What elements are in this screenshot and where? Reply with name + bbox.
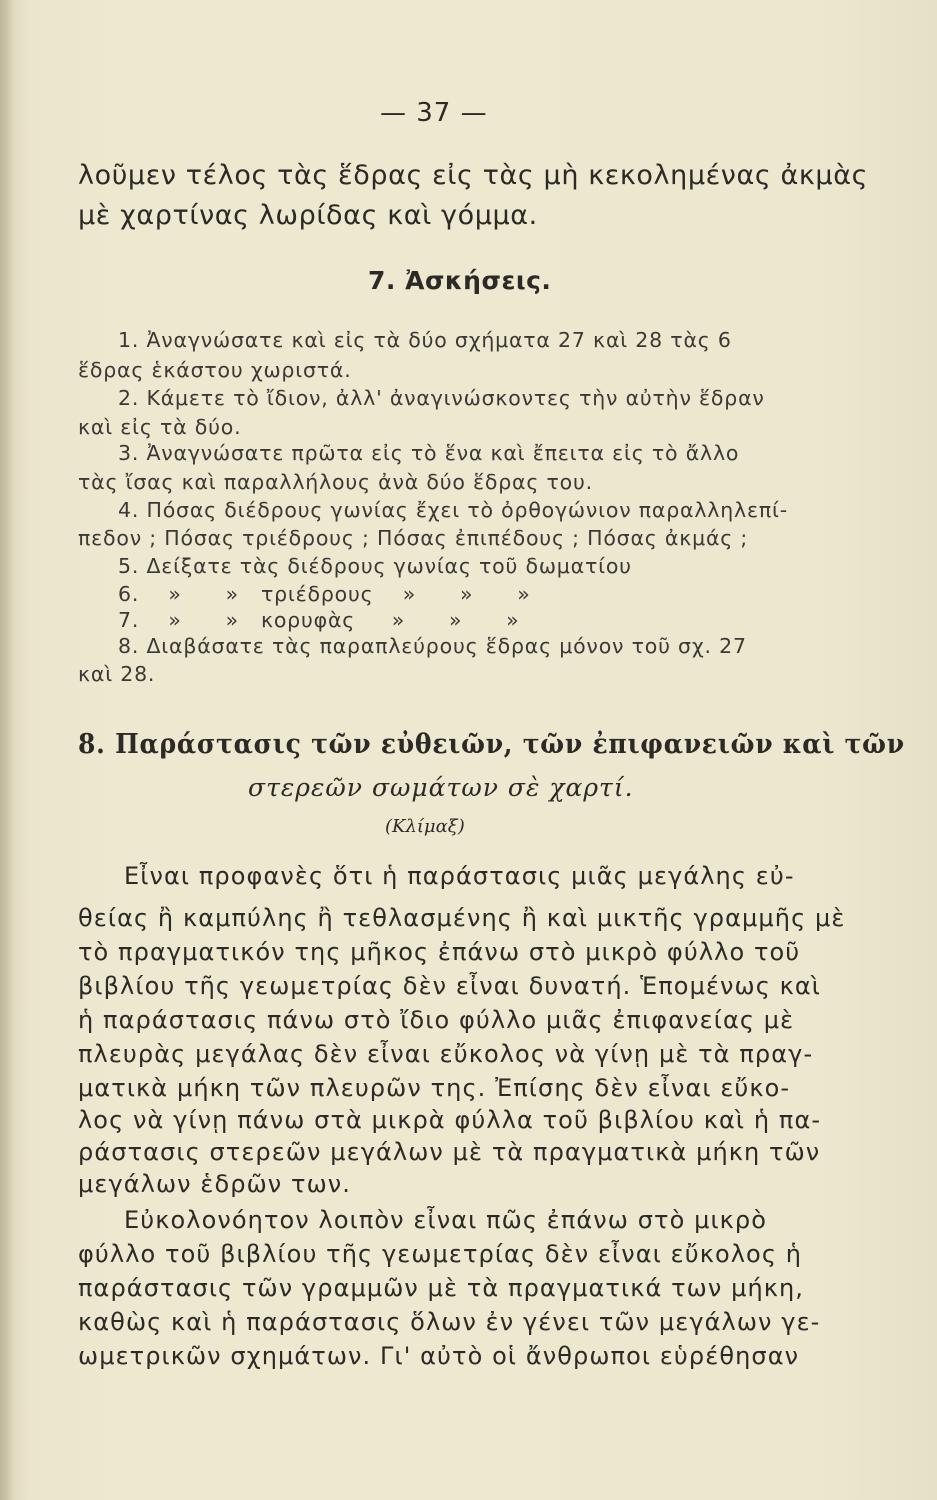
paragraph-line: φύλλο τοῦ βιβλίου τῆς γεωμετρίας δὲν εἶναι εὔκολος ἡ	[78, 1240, 803, 1268]
exercise-line: 6. » » τριέδρους » » »	[118, 582, 531, 606]
paragraph-line: πλευρὰς μεγάλας δὲν εἶναι εὔκολος νὰ γίνῃ μὲ τὰ πραγ-	[78, 1040, 814, 1068]
exercise-line: 2. Κάμετε τὸ ἴδιον, ἀλλ' ἀναγινώσκοντες τὴν αὐτὴν ἕδραν	[118, 386, 765, 410]
section-8-title: 8. Παράστασις τῶν εὐθειῶν, τῶν ἐπιφανειῶν καὶ τῶν	[78, 729, 905, 760]
paragraph-line: Εἶναι προφανὲς ὅτι ἡ παράστασις μιᾶς μεγάλης εὐ-	[124, 862, 795, 890]
paragraph-line: ἡ παράστασις πάνω στὸ ἴδιο φύλλο μιᾶς ἐπιφανείας μὲ	[78, 1006, 795, 1034]
paragraph-line: ράστασις στερεῶν μεγάλων μὲ τὰ πραγματικὰ μήκη τῶν	[78, 1138, 821, 1166]
exercise-line: 8. Διαβάσατε τὰς παραπλεύρους ἕδρας μόνον τοῦ σχ. 27	[118, 634, 747, 658]
exercise-line: 3. Ἀναγνώσατε πρῶτα εἰς τὸ ἕνα καὶ ἔπειτα εἰς τὸ ἄλλο	[118, 441, 740, 465]
section-8-credit: (Κλίμαξ)	[385, 816, 465, 837]
paragraph-line: Εὐκολονόητον λοιπὸν εἶναι πῶς ἐπάνω στὸ μικρὸ	[124, 1206, 768, 1234]
exercise-line: τὰς ἴσας καὶ παραλλήλους ἀνὰ δύο ἕδρας του.	[78, 470, 593, 494]
exercise-line: 4. Πόσας διέδρους γωνίας ἔχει τὸ ὀρθογώνιον παραλληλεπί-	[118, 498, 788, 522]
exercise-line: πεδον ; Πόσας τριέδρους ; Πόσας ἐπιπέδους ; Πόσας ἀκμάς ;	[78, 526, 749, 550]
paragraph-line: τὸ πραγματικόν της μῆκος ἐπάνω στὸ μικρὸ φύλλο τοῦ	[78, 938, 801, 966]
paragraph-line: λος νὰ γίνῃ πάνω στὰ μικρὰ φύλλα τοῦ βιβλίου καὶ ἡ πα-	[78, 1106, 822, 1134]
section-7-title: 7. Ἀσκήσεις.	[368, 266, 552, 295]
section-8-subtitle: στερεῶν σωμάτων σὲ χαρτί.	[248, 773, 634, 802]
exercise-line: ἕδρας ἑκάστου χωριστά.	[78, 358, 352, 382]
exercise-line: καὶ 28.	[78, 662, 156, 686]
exercise-line: καὶ εἰς τὰ δύο.	[78, 415, 242, 439]
intro-line-1: λοῦμεν τέλος τὰς ἕδρας εἰς τὰς μὴ κεκολημένας ἀκμὰς	[78, 160, 869, 191]
spine-shadow	[0, 0, 14, 1500]
page-number: — 37 —	[380, 98, 488, 128]
paragraph-line: ματικὰ μήκη τῶν πλευρῶν της. Ἐπίσης δὲν εἶναι εὔκο-	[78, 1074, 791, 1102]
paragraph-line: βιβλίου τῆς γεωμετρίας δὲν εἶναι δυνατή. Ἑπομένως καὶ	[78, 972, 822, 1000]
paragraph-line: ωμετρικῶν σχημάτων. Γι' αὐτὸ οἱ ἄνθρωποι εὑρέθησαν	[78, 1342, 800, 1370]
exercise-line: 1. Ἀναγνώσατε καὶ εἰς τὰ δύο σχήματα 27 καὶ 28 τὰς 6	[118, 328, 732, 352]
exercise-line: 7. » » κορυφὰς » » »	[118, 608, 520, 632]
paragraph-line: μεγάλων ἑδρῶν των.	[78, 1170, 352, 1198]
exercise-line: 5. Δείξατε τὰς διέδρους γωνίας τοῦ δωματίου	[118, 554, 632, 578]
paragraph-line: θείας ἢ καμπύλης ἢ τεθλασμένης ἢ καὶ μικτῆς γραμμῆς μὲ	[78, 904, 846, 932]
paragraph-line: καθὼς καὶ ἡ παράστασις ὅλων ἐν γένει τῶν μεγάλων γε-	[78, 1308, 821, 1336]
intro-line-2: μὲ χαρτίνας λωρίδας καὶ γόμμα.	[78, 200, 538, 231]
paragraph-line: παράστασις τῶν γραμμῶν μὲ τὰ πραγματικά των μήκη,	[78, 1274, 805, 1302]
